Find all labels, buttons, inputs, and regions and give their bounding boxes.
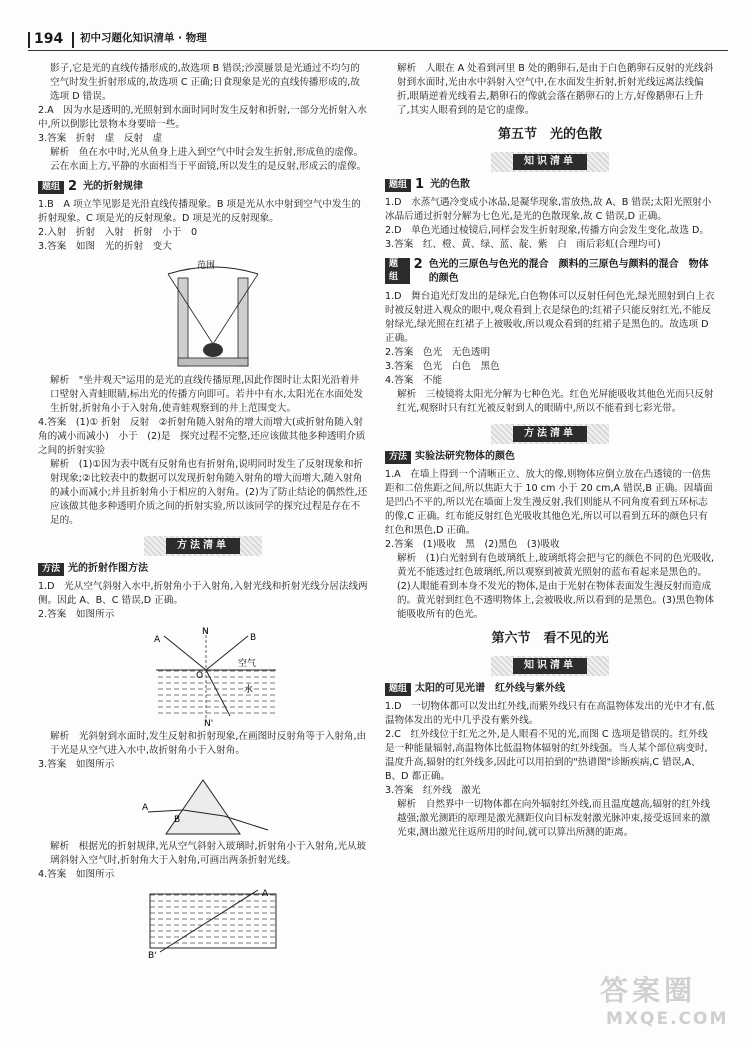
answer-item: 3.答案 如图 光的折射 变大 (38, 241, 172, 252)
answer-item: 2.D 单色光通过棱镜后,同样会发生折射现象,传播方向会发生变化,故选 D。 (385, 225, 709, 236)
book-title: 初中习题化知识清单 · 物理 (80, 32, 207, 44)
group-title: 色光的三原色与色光的混合 颜料的三原色与颜料的混合 物体的颜色 (428, 259, 709, 284)
answer-item: 4.答案 不能 (385, 375, 443, 386)
label-O: O (196, 671, 204, 681)
group-heading (385, 178, 715, 192)
method-banner (491, 424, 609, 444)
watermark-line-2: MXQE.COM (606, 1009, 729, 1029)
group-title: 光的折射规律 (83, 181, 144, 192)
well-range-label: 范围 (196, 261, 216, 271)
ray-left (168, 274, 213, 344)
explanation: 解析 (1)白光射到有色玻璃纸上,玻璃纸将会把与它的颜色不同的色光吸收,黄光不能透过红色玻璃纸,所以观察到被黄光照射的蓝布看起来是黑色的。(2)人眼能看到本身不发光的物体,是由于光射在物体表面发生漫反射而造成的。黄光射到红色不透明物体上,会被吸收,所以看到的是黑色。(3)黑色物体能吸收所有的色光。 (397, 553, 715, 620)
water-region (156, 670, 276, 716)
group-heading (385, 682, 715, 696)
header-rule-left (28, 32, 30, 48)
refraction-diagram (38, 626, 368, 726)
answer-item: 2.C 红外线位于红光之外,是人眼看不见的光,而图 C 选项是错误的。红外线是一种能量辐射,高温物体比低温物体辐射的红外线强。当人某个部位病变时,温度升高,辐射的红外线多,因此可以用拍到的"热谱图"诊断疾病,C 错误,A、B、D 都正确。 (385, 729, 708, 782)
method-heading (385, 450, 715, 464)
answer-item: 1.D 光从空气斜射入水中,折射角小于入射角,入射光线和折射光线分居法线两侧。因此 A、B、C 错误,D 正确。 (38, 581, 368, 606)
answer-item: 3.答案 红、橙、黄、绿、蓝、靛、紫 白 雨后彩虹(合理均可) (385, 239, 661, 250)
group-title: 光的色散 (430, 179, 471, 190)
group-tag: 题组 (385, 179, 411, 192)
label-glass-A: A (262, 889, 269, 899)
section-title: 第五节 光的色散 (497, 127, 602, 142)
left-column (38, 62, 368, 962)
label-N-prime: N' (204, 719, 214, 726)
watermark-line-1: 答案圈 (600, 974, 697, 1007)
well-bottom (178, 358, 248, 366)
label-A: A (154, 635, 161, 645)
prism-figure (38, 776, 368, 836)
water-tank (150, 894, 276, 948)
answer-item: 1.D 水蒸气遇冷变成小冰晶,是凝华现象,雷放热,故 A、B 错误;太阳光照射小冰晶后通过折射分解为七色光,是光的色散现象,故 C 错误,D 正确。 (385, 197, 712, 222)
method-heading (38, 562, 368, 576)
group-tag: 题组 (385, 683, 411, 696)
answer-item: 2.入射 折射 入射 折射 小于 0 (38, 227, 198, 238)
prism-diagram (38, 776, 368, 836)
method-tag: 方法 (385, 451, 411, 464)
answer-item: 4.答案 (1)① 折射 反射 ②折射角随入射角的增大而增大(或折射角随入射角的减小而减小) 小于 (2)是 探究过程不完整,还应该做其他多种透明介质之间的折射实验 (38, 417, 366, 456)
method-tag: 方法 (38, 563, 64, 576)
glass-block-diagram (38, 886, 368, 958)
section-title: 第六节 看不见的光 (491, 631, 609, 646)
incident-ray (164, 636, 206, 670)
ray-right (213, 274, 258, 344)
banner-label: 方法清单 (166, 538, 240, 554)
frog-icon (203, 343, 223, 357)
paragraph: 影子,它是光的直线传播形成的,故选项 B 错误;沙漠蜃景是光通过不均匀的空气时发生折射形成的,故选项 C 正确;日食现象是光的直线传播形成的,故选项 D 错误。 (50, 63, 360, 102)
refraction-figure (38, 626, 368, 726)
group-number: 2 (68, 179, 78, 194)
explanation: 解析 (1)①因为表中既有反射角也有折射角,说明同时发生了反射现象和折射现象;②比较表中的数据可以发现折射角随入射角的增大而增大,随入射角的减小而减小;并且折射角小于相应的入射角。(2)为了防止结论的偶然性,还应该做其他多种透明介质之间的折射实验,所以该同学的探究过程是存在不足的。 (50, 459, 368, 526)
page-number: 194 (34, 31, 64, 47)
method-title: 实验法研究物体的颜色 (415, 451, 516, 462)
answer-item: 4.答案 如图所示 (38, 869, 115, 880)
label-glass-B-prime: B' (148, 951, 157, 958)
answer-item: 3.答案 红外线 激光 (385, 785, 481, 796)
label-air: 空气 (238, 659, 257, 669)
label-N: N (202, 627, 209, 637)
header-divider (28, 50, 728, 51)
well-figure (38, 258, 368, 370)
banner-label: 方法清单 (513, 426, 587, 442)
banner-label: 知识清单 (513, 658, 587, 674)
answer-item: 2.答案 如图所示 (38, 609, 115, 620)
watermark (600, 975, 730, 1035)
label-B: B (250, 633, 257, 643)
answer-item: 1.D 一切物体都可以发出红外线,而紫外线只有在高温物体发出的光中才有,低温物体发出的光中几乎没有紫外线。 (385, 701, 715, 726)
glass-figure (38, 886, 368, 958)
knowledge-banner (491, 656, 609, 676)
group-number: 1 (415, 177, 425, 192)
label-prism-B: B (174, 815, 181, 825)
ray-in (148, 810, 183, 812)
answer-item: 3.答案 如图所示 (38, 759, 115, 770)
answer-item: 3.答案 色光 白色 黑色 (385, 361, 500, 372)
explanation: 解析 自然界中一切物体都在向外辐射红外线,而且温度越高,辐射的红外线越强;激光测距的原理是激光测距仪向目标发射激光脉冲束,接受返回来的激光束,测出激光往返所用的时间,就可以算出所测的距离。 (397, 799, 711, 838)
method-banner (144, 536, 262, 556)
answer-item: 3.答案 折射 虚 反射 虚 (38, 133, 163, 144)
header-rule-mid (72, 32, 74, 48)
group-number: 2 (413, 257, 423, 272)
explanation: 解析 三棱镜将太阳光分解为七种色光。红色光屏能吸收其他色光而只反射红光,观察时只有红光被反射到人的眼睛中,所以不能看到七彩光带。 (397, 389, 714, 414)
group-title: 太阳的可见光谱 红外线与紫外线 (415, 683, 566, 694)
explanation: 解析 人眼在 A 处看到河里 B 处的鹅卵石,是由于白色鹅卵石反射的光线斜射到水面时,光由水中斜射入空气中,在水面发生折射,折射光线远离法线偏折,眼睛逆着光线看去,鹅卵石的像就会落在鹅卵石的上方,好像鹅卵石上升了,其实人眼看到的是它的虚像。 (397, 63, 714, 116)
group-heading (38, 180, 368, 194)
group-tag: 题组 (385, 258, 410, 284)
page-header (28, 30, 728, 50)
label-prism-A: A (142, 803, 149, 813)
answer-item: 1.D 舞台追光灯发出的是绿光,白色物体可以反射任何色光,绿光照射到白上衣时被反射进入观众的眼中,观众看到上衣是绿色的;红裙子只能反射红光,不能反射绿光,绿光照在红裙子上被吸收,所以观众看到的红裙子是黑色的。故选项 D 正确。 (385, 291, 715, 344)
group-tag: 题组 (38, 181, 64, 194)
answer-item: 2.答案 (1)吸收 黑 (2)黑色 (3)吸收 (385, 539, 560, 550)
explanation: 解析 鱼在水中时,光从鱼身上进入到空气中时会发生折射,形成鱼的虚像。云在水面上方,平静的水面相当于平面镜,所以发生的是反射,形成云的虚像。 (50, 147, 367, 172)
banner-label: 知识清单 (513, 154, 587, 170)
knowledge-banner (491, 152, 609, 172)
answer-item: 1.B A 项立竿见影是光沿直线传播现象。B 项是光从水中射到空气中发生的折射现象。C 项是光的反射现象。D 项是光的反射现象。 (38, 199, 361, 224)
well-diagram (38, 258, 368, 370)
group-heading (385, 258, 715, 286)
prism-shape (166, 780, 240, 834)
method-title: 光的折射作图方法 (68, 563, 149, 574)
explanation: 解析 根据光的折射规律,光从空气斜射入玻璃时,折射角小于入射角,光从玻璃斜射入空气时,折射角大于入射角,可画出两条折射光线。 (50, 841, 367, 866)
answer-item: 2.A 因为水是透明的,光照射到水面时同时发生反射和折射,一部分光折射入水中,所以倒影比景物本身要暗一些。 (38, 105, 367, 130)
explanation: 解析 "坐井观天"运用的是光的直线传播原理,因此作图时让太阳光沿着井口壁射入青蛙眼睛,标出光的传播方向即可。若井中有水,太阳光在水面处发生折射,折射角小于入射角,使青蛙观察到的井上范围变大。 (50, 375, 364, 414)
label-water: 水 (244, 685, 254, 695)
answer-item: 1.A 在墙上得到一个清晰正立、放大的像,则物体应倒立放在凸透镜的一倍焦距和二倍焦距之间,所以焦距大于 10 cm 小于 20 cm,A 错误,B 正确。因墙面是凹凸不平的,所以光在墙面上发生漫反射,我们则能从不同角度看到五环标志的像,C 正确。红布能反射红色光吸收其他色光,所以可以看到五环的颜色只有红色和黑色,D 正确。 (385, 469, 713, 536)
answer-item: 2.答案 色光 无色透明 (385, 347, 491, 358)
right-column (385, 62, 715, 840)
explanation: 解析 光斜射到水面时,发生反射和折射现象,在画图时反射角等于入射角,由于光是从空气进入水中,故折射角小于入射角。 (50, 731, 367, 756)
